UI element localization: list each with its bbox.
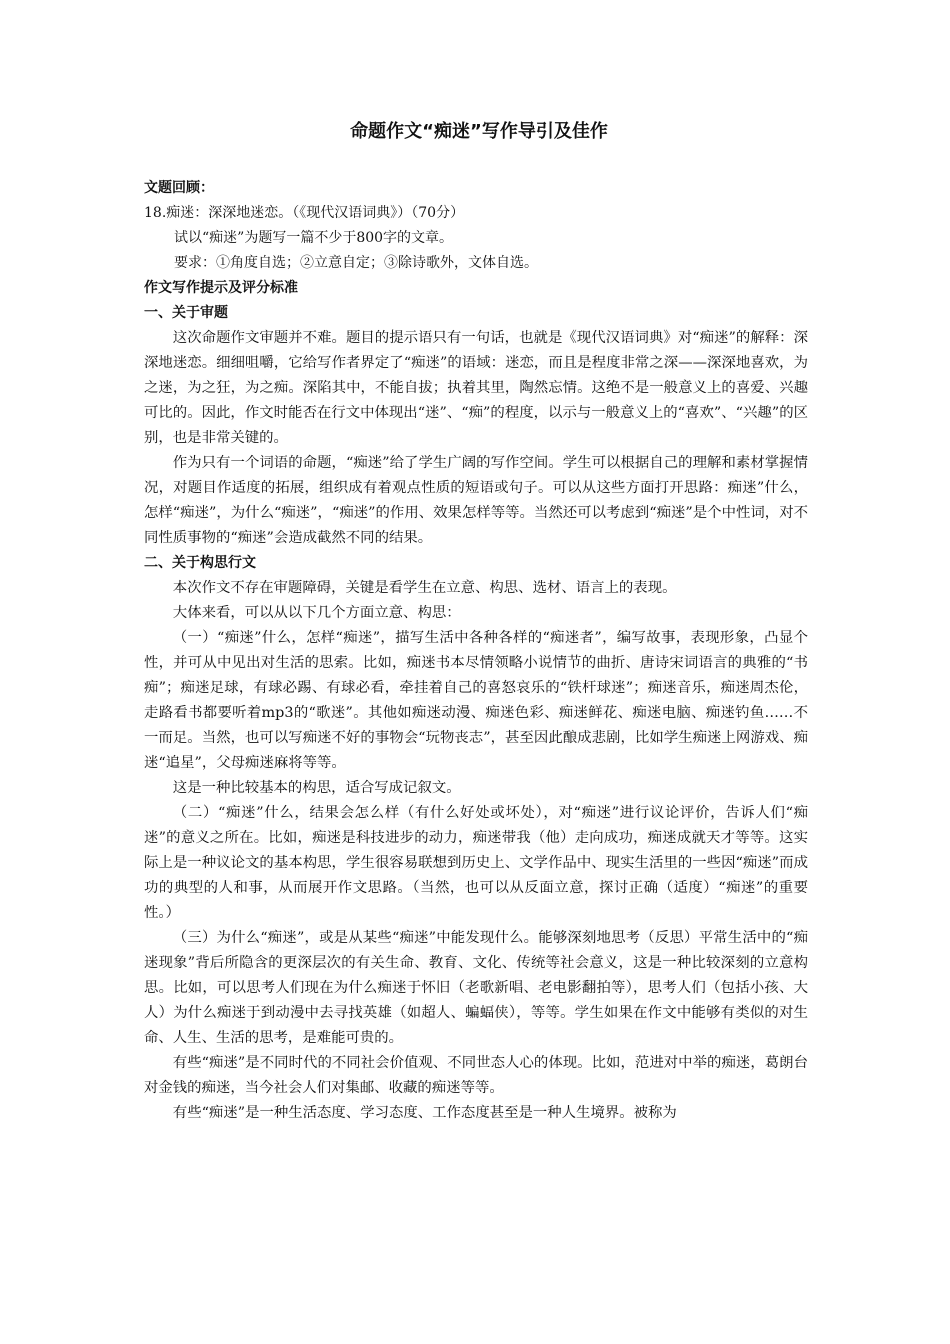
section2-paragraph: （一）“痴迷”什么，怎样“痴迷”，描写生活中各种各样的“痴迷者”，编写故事，表现形象，凸显个性，并可从中见出对生活的思索。比如，痴迷书本尽情领略小说情节的曲折、唐诗宋词语言的典雅的“书痴”；痴迷足球，有球必踢、有球必看，牵挂着自己的喜怒哀乐的“铁杆球迷”；痴迷音乐，痴迷周杰伦，走路看书都要听着mp3的“歌迷”。其他如痴迷动漫、痴迷色彩、痴迷鲜花、痴迷电脑、痴迷钓鱼……不一而足。当然，也可以写痴迷不好的事物会“玩物丧志”，甚至因此酿成悲剧，比如学生痴迷上网游戏、痴迷“追星”，父母痴迷麻将等等。 [144,630,808,771]
section1-heading: 一、关于审题 [144,305,228,321]
prompt-line: 18.痴迷：深深地迷恋。（《现代汉语词典》）（70分） [144,205,465,221]
guide-heading: 作文写作提示及评分标准 [144,280,298,296]
section2-paragraph: 有些“痴迷”是一种生活态度、学习态度、工作态度甚至是一种人生境界。被称为 [172,1105,677,1121]
section1-paragraph: 这次命题作文审题并不难。题目的提示语只有一句话，也就是《现代汉语词典》对“痴迷”的解释：深深地迷恋。细细咀嚼，它给写作者界定了“痴迷”的语域：迷恋，而且是程度非常之深——深深地喜欢，为之迷，为之狂，为之痴。深陷其中，不能自拔；执着其里，陶然忘情。这绝不是一般意义上的喜爱、兴趣可比的。因此，作文时能否在行文中体现出“迷”、“痴”的程度，以示与一般意义上的“喜欢”、“兴趣”的区别，也是非常关键的。 [144,330,808,446]
document-title: 命题作文“痴迷”写作导引及佳作 [350,121,608,142]
section2-paragraph: （二）“痴迷”什么，结果会怎么样（有什么好处或坏处），对“痴迷”进行议论评价，告诉人们“痴迷”的意义之所在。比如，痴迷是科技进步的动力，痴迷带我（他）走向成功，痴迷成就天才等等。这实际上是一种议论文的基本构思，学生很容易联想到历史上、文学作品中、现实生活里的一些因“痴迷”而成功的典型的人和事，从而展开作文思路。（当然，也可以从反面立意，探讨正确（适度）“痴迷”的重要性。） [144,805,808,921]
review-heading: 文题回顾： [144,180,214,196]
section1-paragraph: 作为只有一个词语的命题，“痴迷”给了学生广阔的写作空间。学生可以根据自己的理解和素材掌握情况，对题目作适度的拓展，组织成有着观点性质的短语或句子。可以从这些方面打开思路：痴迷”什么，怎样“痴迷”，为什么“痴迷”，“痴迷”的作用、效果怎样等等。当然还可以考虑到“痴迷”是个中性词，对不同性质事物的“痴迷”会造成截然不同的结果。 [144,455,808,546]
section2-paragraph: 这是一种比较基本的构思，适合写成记叙文。 [172,780,461,796]
section2-paragraph: （三）为什么“痴迷”，或是从某些“痴迷”中能发现什么。能够深刻地思考（反思）平常生活中的“痴迷现象”背后所隐含的更深层次的有关生命、教育、文化、传统等社会意义，这是一种比较深刻的立意构思。比如，可以思考人们现在为什么痴迷于怀旧（老歌新唱、老电影翻拍等），思考人们（包括小孩、大人）为什么痴迷于到动漫中去寻找英雄（如超人、蝙蝠侠），等等。学生如果在作文中能够有类似的对生命、人生、生活的思考，是难能可贵的。 [144,930,808,1046]
section2-paragraph: 有些“痴迷”是不同时代的不同社会价值观、不同世态人心的体现。比如，范进对中举的痴迷，葛朗台对金钱的痴迷，当今社会人们对集邮、收藏的痴迷等等。 [144,1055,808,1096]
section2-heading: 二、关于构思行文 [144,555,256,571]
task-line: 试以“痴迷”为题写一篇不少于800字的文章。 [174,230,454,246]
section2-paragraph: 大体来看，可以从以下几个方面立意、构思： [172,605,461,621]
section2-paragraph: 本次作文不存在审题障碍，关键是看学生在立意、构思、选材、语言上的表现。 [172,580,677,596]
requirement-line: 要求：①角度自选；②立意自定；③除诗歌外，文体自选。 [174,255,538,271]
document-page [144,120,808,1126]
